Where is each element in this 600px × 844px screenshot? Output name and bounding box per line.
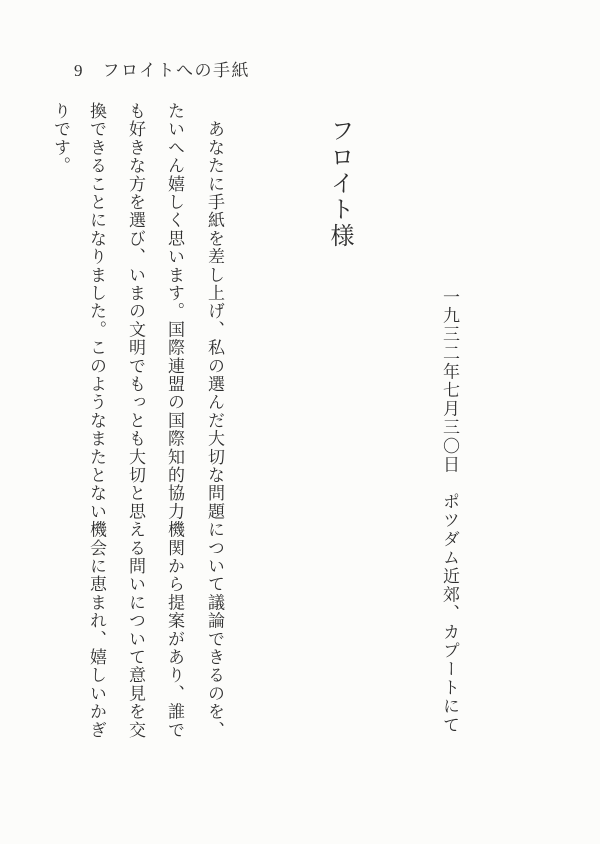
running-header: 9 フロイトへの手紙: [74, 61, 250, 80]
body-column-4: 換できることになりました。このようなまたとない機会に恵まれ、嬉しいかぎ: [87, 102, 106, 739]
body-column-5: りです。: [51, 102, 70, 175]
body-column-1: あなたに手紙を差し上げ、私の選んだ大切な問題について議論できるのを、: [205, 102, 224, 739]
body-column-3: も好きな方を選び、いまの文明でもっとも大切と思える問いについて意見を交: [126, 102, 145, 739]
body-column-2: たいへん嬉しく思います。国際連盟の国際知的協力機関から提案があり、誰で: [165, 102, 184, 739]
salutation: フロイト様: [326, 118, 352, 249]
date-line: 一九三二年七月三〇日 ポツダム近郊、カプートにて: [440, 288, 459, 735]
